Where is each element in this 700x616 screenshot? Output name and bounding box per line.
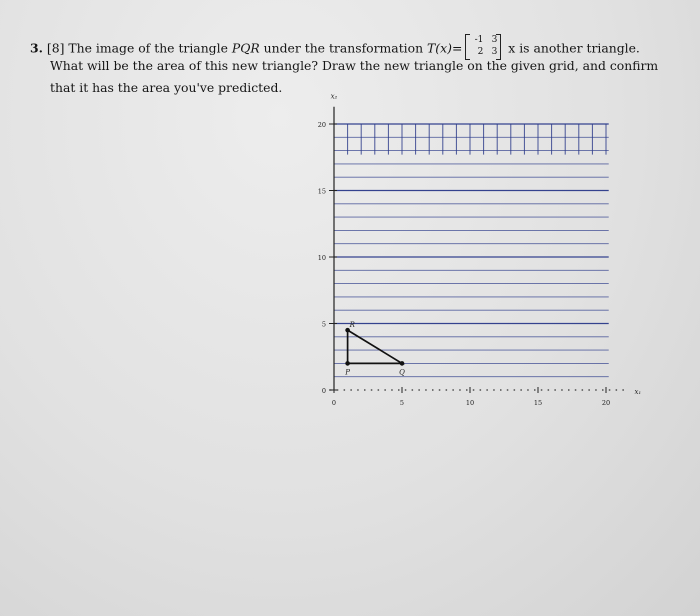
y-axis-label: x₂ bbox=[330, 92, 338, 101]
triangle-name: PQR bbox=[231, 40, 260, 56]
x-tick-label: 20 bbox=[601, 399, 611, 407]
question-points: [8] bbox=[46, 40, 65, 56]
triangle-pqr bbox=[348, 330, 402, 363]
x-tick-label: 0 bbox=[331, 399, 337, 407]
x-axis-label: x₁ bbox=[634, 388, 642, 396]
vertex-p-label: P bbox=[345, 368, 350, 377]
matrix-a11: -1 bbox=[474, 35, 484, 45]
y-tick-label: 0 bbox=[321, 387, 326, 395]
y-tick-label: 5 bbox=[321, 320, 326, 329]
transform-label: T(x)= bbox=[427, 40, 463, 56]
matrix-a21: 2 bbox=[477, 47, 484, 57]
y-tick-label: 20 bbox=[317, 121, 326, 129]
question-number: 3. bbox=[30, 40, 43, 56]
x-tick-label: 10 bbox=[465, 399, 475, 407]
vertex-p-point bbox=[345, 361, 350, 366]
matrix-a22: 3 bbox=[491, 47, 498, 57]
vertex-r-label: R bbox=[349, 321, 355, 330]
matrix-a12: 3 bbox=[491, 35, 498, 45]
question-line-2: What will be the area of this new triangle? Draw the new triangle on the given grid, and confirm bbox=[50, 58, 659, 73]
question-line-3: that it has the area you've predicted. bbox=[50, 80, 283, 95]
y-tick-label: 10 bbox=[317, 254, 326, 262]
question-text-a: The image of the triangle bbox=[68, 40, 228, 56]
y-tick-label: 15 bbox=[317, 187, 326, 196]
x-tick-label: 15 bbox=[533, 399, 543, 407]
question-text-c: x is another triangle. bbox=[508, 40, 640, 56]
question-text-b: under the transformation bbox=[263, 40, 424, 56]
vertex-q-label: Q bbox=[399, 368, 405, 377]
vertex-q-point bbox=[400, 361, 405, 366]
x-tick-label: 5 bbox=[399, 399, 405, 407]
